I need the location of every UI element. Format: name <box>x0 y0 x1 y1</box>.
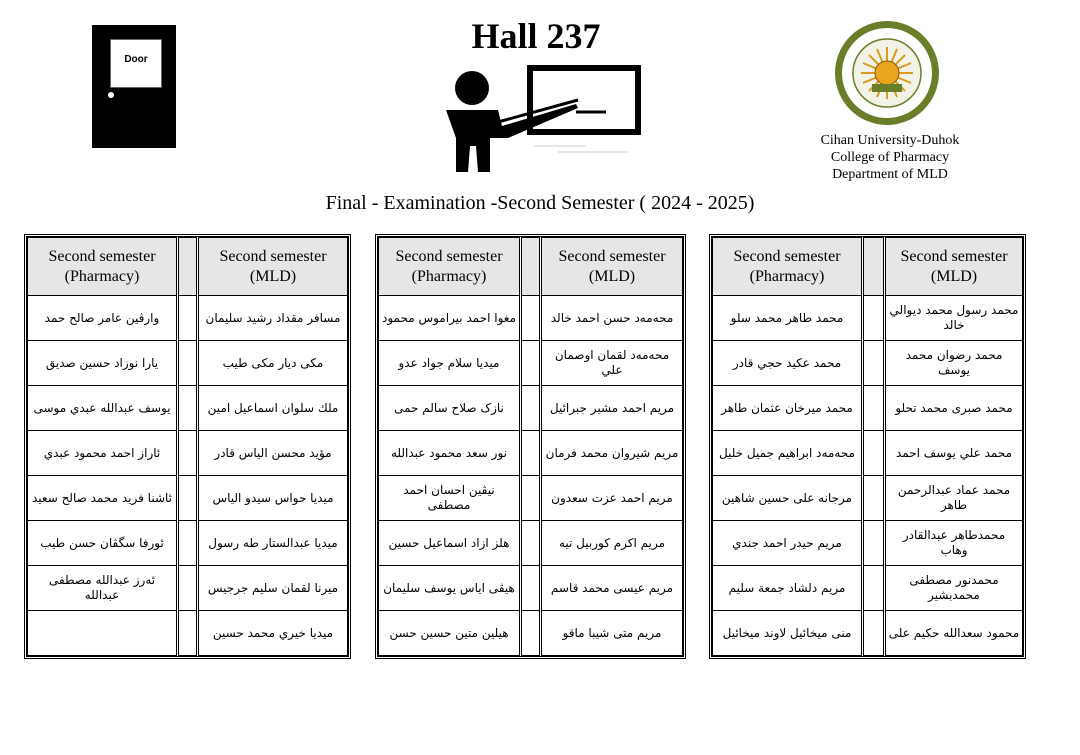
mld-student-cell: محمود سعدالله حكيم على <box>885 611 1023 656</box>
column-gap <box>178 431 198 476</box>
door-sign: Door <box>110 39 162 88</box>
column-gap <box>521 476 541 521</box>
column-gap <box>521 521 541 566</box>
pharmacy-student-cell: محەمەد ابراهيم جميل خليل <box>713 431 863 476</box>
mld-student-cell: محمدنور مصطفى محمدبشير <box>885 566 1023 611</box>
mld-student-cell: مريم اكرم كوربيل تيه <box>541 521 683 566</box>
university-name: Cihan University-Duhok <box>820 133 960 148</box>
cihan-university-logo <box>834 20 940 126</box>
column-gap <box>863 341 885 386</box>
mld-student-cell: محمد رسول محمد ديوالي خالد <box>885 296 1023 341</box>
pharmacy-student-cell: نازک صلاح سالم حمی <box>379 386 521 431</box>
seating-table-3 <box>709 234 1026 659</box>
mld-student-cell: ميديا حواس سيدو الياس <box>198 476 348 521</box>
mld-student-cell: ميديا عبدالستار طه رسول <box>198 521 348 566</box>
header-mld: Second semester (MLD) <box>541 238 683 296</box>
column-gap <box>521 296 541 341</box>
pharmacy-student-cell: هيلين متين حسين حسن <box>379 611 521 656</box>
exam-subtitle: Final - Examination -Second Semester ( 2024 - 2025) <box>325 192 755 214</box>
mld-student-cell: محمد علي يوسف احمد <box>885 431 1023 476</box>
mld-student-cell: ميرنا لقمان سليم جرجيس <box>198 566 348 611</box>
column-gap <box>863 521 885 566</box>
column-gap <box>863 238 885 296</box>
column-gap <box>521 386 541 431</box>
column-gap <box>863 476 885 521</box>
pharmacy-student-cell: محمد ميرخان عثمان طاهر <box>713 386 863 431</box>
pharmacy-student-cell: مريم دلشاد جمعة سليم <box>713 566 863 611</box>
department-name: Department of MLD <box>832 167 948 182</box>
column-gap <box>863 431 885 476</box>
mld-student-cell: محمدطاهر عبدالقادر وهاب <box>885 521 1023 566</box>
column-gap <box>178 296 198 341</box>
pharmacy-student-cell: محمد عكيد حجي قادر <box>713 341 863 386</box>
header-mld: Second semester (MLD) <box>885 238 1023 296</box>
column-gap <box>178 566 198 611</box>
pharmacy-student-cell: ئاراز احمد محمود عبدي <box>28 431 178 476</box>
teacher-board-illustration <box>428 62 648 172</box>
mld-student-cell: مسافر مقداد رشيد سليمان <box>198 296 348 341</box>
mld-student-cell: ملك سلوان اسماعيل امين <box>198 386 348 431</box>
mld-student-cell: محەمەد حسن احمد خالد <box>541 296 683 341</box>
pharmacy-student-cell: مغوا احمد بيراموس محمود <box>379 296 521 341</box>
pharmacy-student-cell: نيڤين احسان احمد مصطفى <box>379 476 521 521</box>
mld-student-cell: مکی دیار مکی طیب <box>198 341 348 386</box>
pharmacy-student-cell: مرجانه على حسين شاهين <box>713 476 863 521</box>
mld-student-cell: مريم متى شيبا ماقو <box>541 611 683 656</box>
column-gap <box>521 238 541 296</box>
pharmacy-student-cell: وارڤین عامر صالح حمد <box>28 296 178 341</box>
column-gap <box>863 611 885 656</box>
pharmacy-student-cell <box>28 611 178 656</box>
pharmacy-student-cell: ميديا سلام جواد عدو <box>379 341 521 386</box>
column-gap <box>863 296 885 341</box>
column-gap <box>863 386 885 431</box>
column-gap <box>521 431 541 476</box>
column-gap <box>863 566 885 611</box>
pharmacy-student-cell: ئەرز عبدالله مصطفى عبدالله <box>28 566 178 611</box>
header-pharmacy: Second semester (Pharmacy) <box>379 238 521 296</box>
door-knob <box>108 92 114 98</box>
column-gap <box>178 341 198 386</box>
column-gap <box>178 386 198 431</box>
column-gap <box>521 611 541 656</box>
column-gap <box>178 476 198 521</box>
header-mld: Second semester (MLD) <box>198 238 348 296</box>
mld-student-cell: محەمەد لقمان اوصمان علي <box>541 341 683 386</box>
mld-student-cell: محمد صبرى محمد تحلو <box>885 386 1023 431</box>
mld-student-cell: محمد رضوان محمد يوسف <box>885 341 1023 386</box>
mld-student-cell: مريم احمد مشير جبرائيل <box>541 386 683 431</box>
pharmacy-student-cell: منى ميخائيل لاوند ميخائيل <box>713 611 863 656</box>
column-gap <box>521 566 541 611</box>
mld-student-cell: محمد عماد عبدالرحمن طاهر <box>885 476 1023 521</box>
pharmacy-student-cell: محمد طاهر محمد سلو <box>713 296 863 341</box>
university-info <box>790 132 990 183</box>
column-gap <box>178 238 198 296</box>
seating-table-2 <box>375 234 686 659</box>
mld-student-cell: مريم عيسى محمد قاسم <box>541 566 683 611</box>
column-gap <box>178 521 198 566</box>
mld-student-cell: ميديا خيري محمد حسين <box>198 611 348 656</box>
mld-student-cell: مريم احمد عزت سعدون <box>541 476 683 521</box>
pharmacy-student-cell: ئورفا سگڤان حسن طيب <box>28 521 178 566</box>
pharmacy-student-cell: هيڤى اياس يوسف سليمان <box>379 566 521 611</box>
column-gap <box>178 611 198 656</box>
door-illustration <box>92 25 176 148</box>
hall-title: Hall 237 <box>471 16 601 56</box>
seating-table-1 <box>24 234 351 659</box>
header-pharmacy: Second semester (Pharmacy) <box>713 238 863 296</box>
college-name: College of Pharmacy <box>830 150 950 165</box>
pharmacy-student-cell: يارا نوزاد حسين صديق <box>28 341 178 386</box>
pharmacy-student-cell: هلز ازاد اسماعيل حسين <box>379 521 521 566</box>
mld-student-cell: مريم شيروان محمد فرمان <box>541 431 683 476</box>
pharmacy-student-cell: نور سعد محمود عبدالله <box>379 431 521 476</box>
pharmacy-student-cell: يوسف عبدالله عبدي موسى <box>28 386 178 431</box>
column-gap <box>521 341 541 386</box>
header-pharmacy: Second semester (Pharmacy) <box>28 238 178 296</box>
pharmacy-student-cell: ئاشنا فريد محمد صالح سعيد <box>28 476 178 521</box>
mld-student-cell: مؤيد محسن الياس قادر <box>198 431 348 476</box>
pharmacy-student-cell: مريم حيدر احمد جندي <box>713 521 863 566</box>
